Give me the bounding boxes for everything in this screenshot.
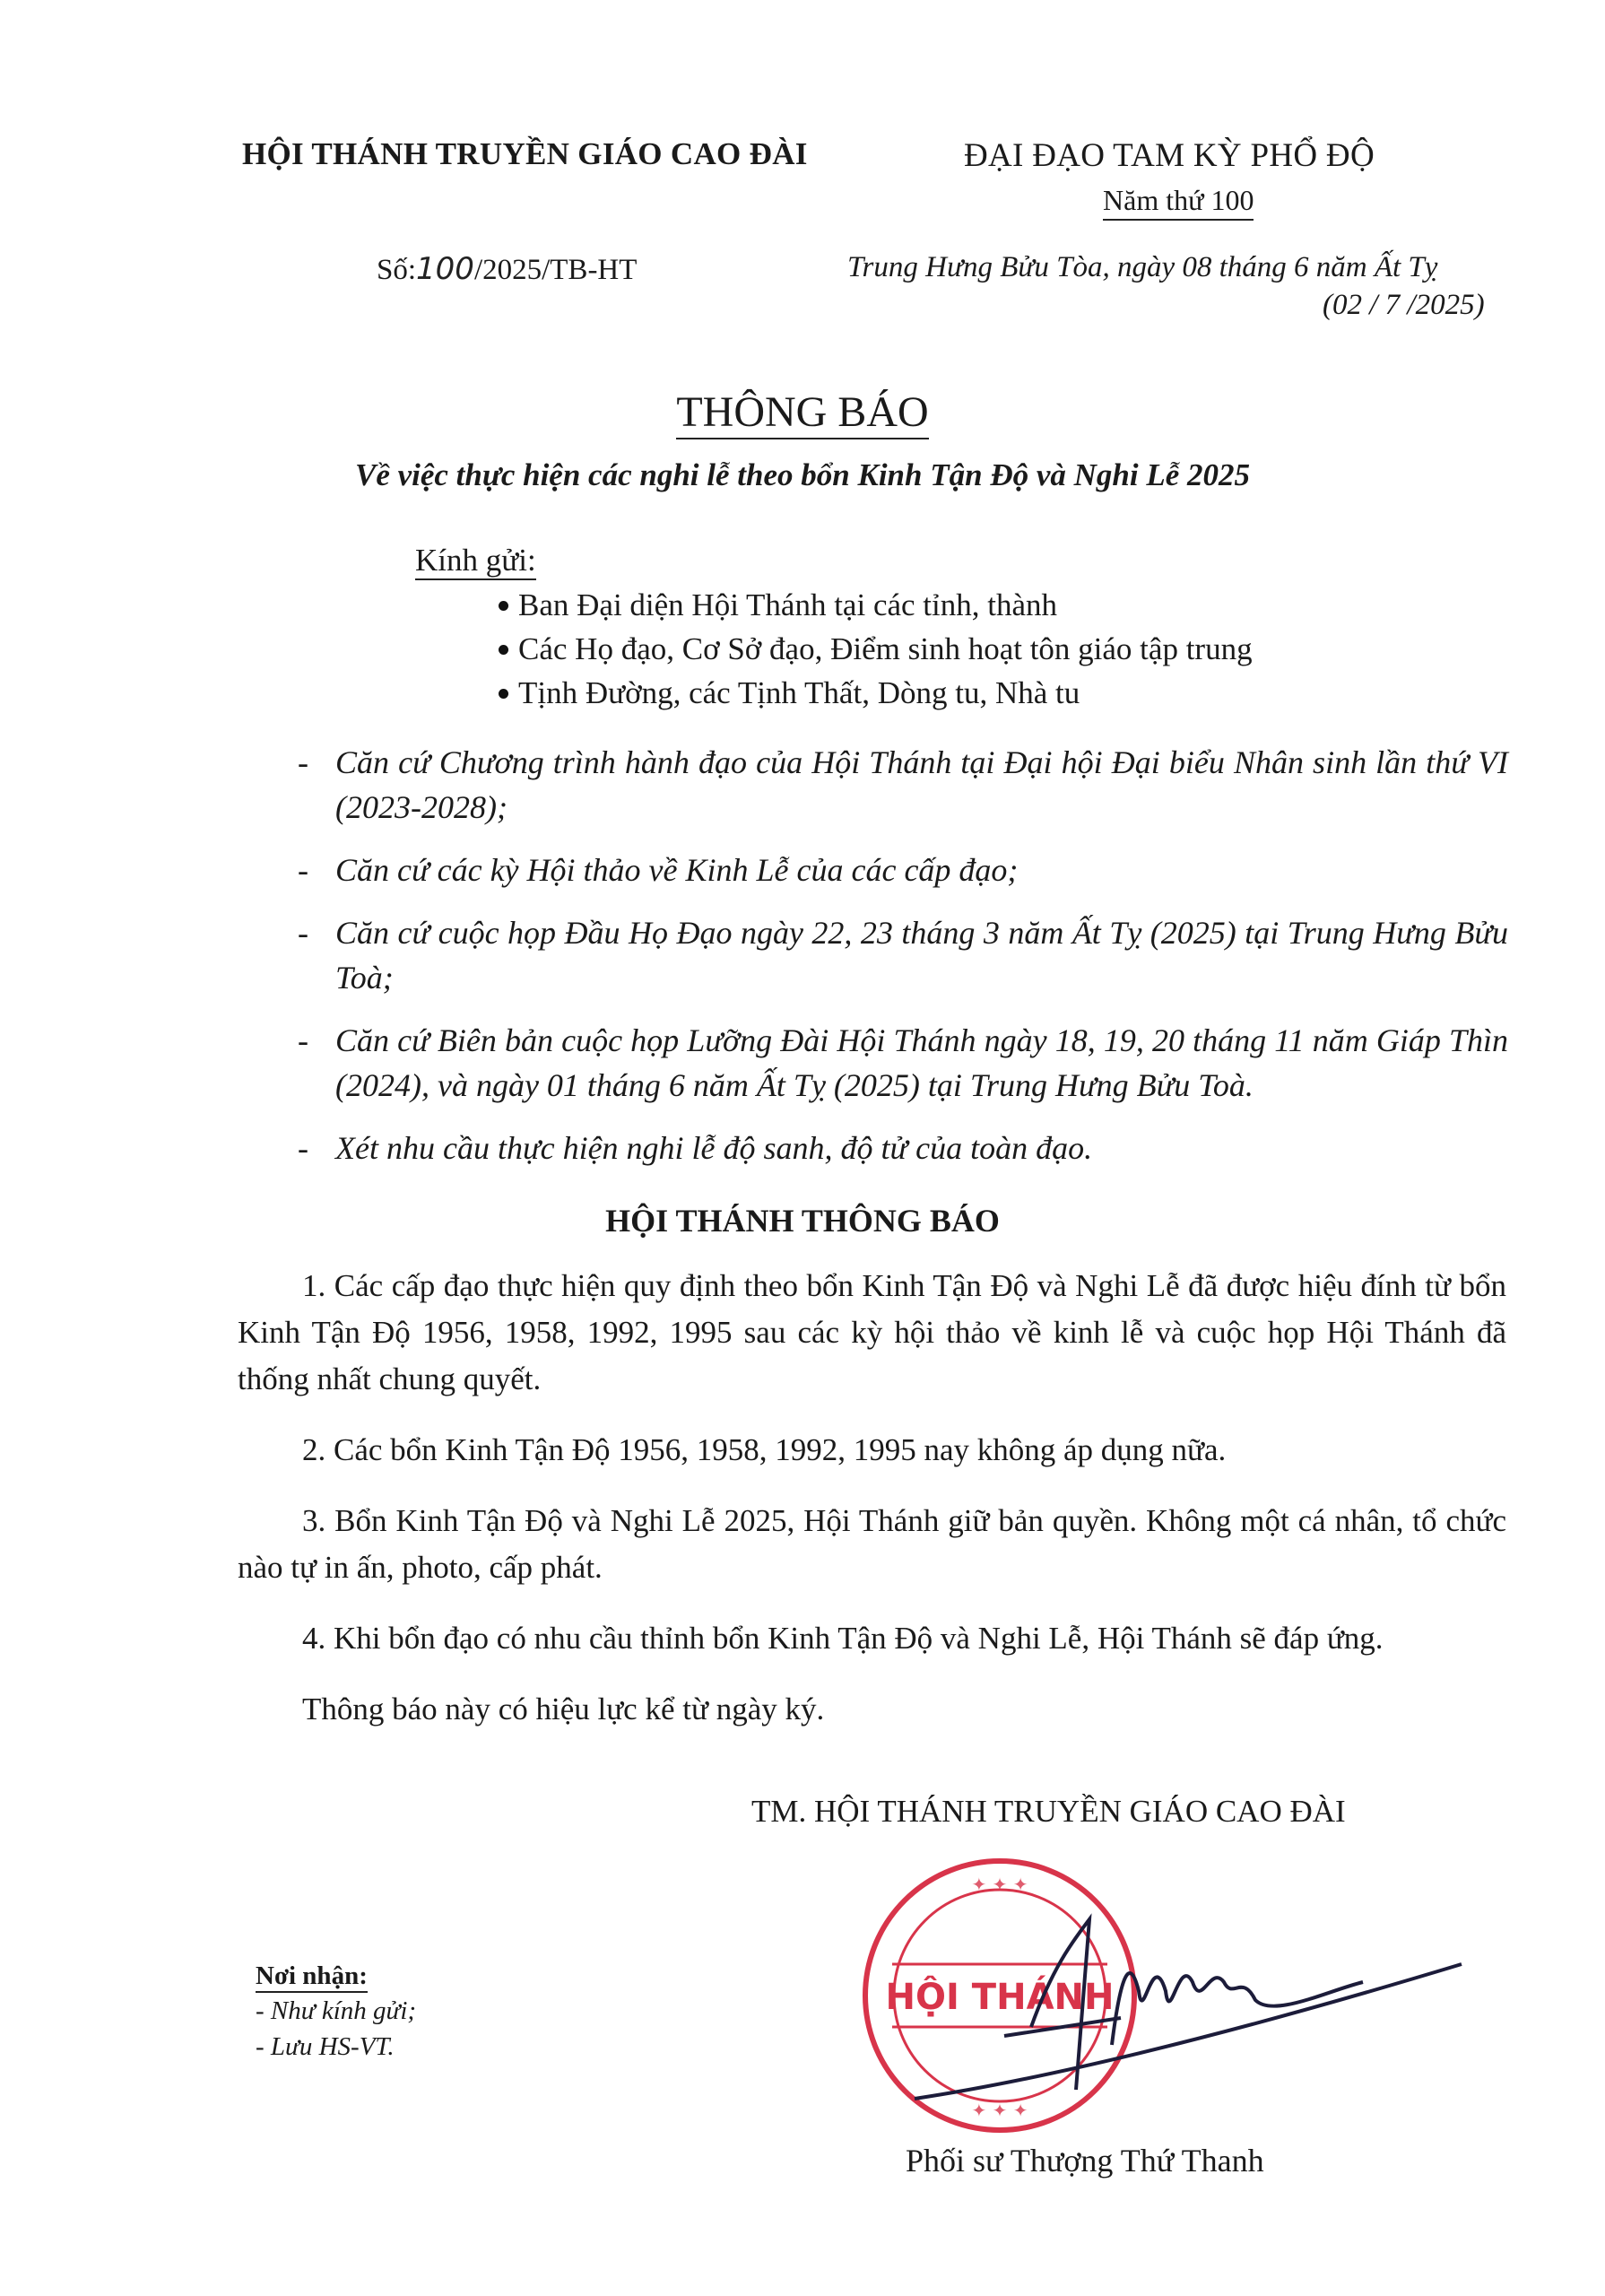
religion-name: ĐẠI ĐẠO TAM KỲ PHỔ ĐỘ: [964, 137, 1375, 174]
distribution-list: [256, 1961, 416, 2065]
bullet-icon: [499, 645, 508, 655]
body-paragraph: 3. Bổn Kinh Tận Độ và Nghi Lễ 2025, Hội Thánh giữ bản quyền. Không một cá nhân, tổ chức nào tự in ấn, photo, cấp phát.: [238, 1503, 1506, 1585]
religious-year: Năm thứ 100: [1103, 184, 1254, 221]
document-number-prefix: Số:: [377, 254, 417, 286]
distribution-item: - Như kính gửi;: [256, 1996, 417, 2025]
distribution-label: Nơi nhận:: [256, 1961, 368, 1993]
body-paragraph: 1. Các cấp đạo thực hiện quy định theo bổn Kinh Tận Độ và Nghi Lễ đã được hiệu đính từ bổn Kinh Tận Độ 1956, 1958, 1992, 1995 sau các kỳ hội thảo về kinh lễ và cuộc họp Hội Thánh đã thống nhất chung quyết.: [238, 1268, 1506, 1396]
issuer-organization: HỘI THÁNH TRUYỀN GIÁO CAO ĐÀI: [242, 136, 808, 171]
basis-item: - Xét nhu cầu thực hiện nghi lễ độ sanh, độ tử của toàn đạo.: [298, 1130, 1093, 1166]
place-date: Trung Hưng Bửu Tòa, ngày 08 tháng 6 năm Ất Tỵ: [847, 251, 1438, 283]
basis-item: - Căn cứ cuộc họp Đầu Họ Đạo ngày 22, 23 tháng 3 năm Ất Tỵ (2025) tại Trung Hưng Bửu Toà;: [298, 915, 1508, 996]
basis-item: - Căn cứ Chương trình hành đạo của Hội Thánh tại Đại hội Đại biểu Nhân sinh lần thứ VI (2023-2028);: [298, 744, 1508, 825]
signer-name: Phối sư Thượng Thứ Thanh: [906, 2143, 1264, 2179]
seal-text: HỘI THÁNH: [885, 1977, 1115, 2018]
recipient-item: Các Họ đạo, Cơ Sở đạo, Điểm sinh hoạt tôn giáo tập trung: [518, 627, 1253, 671]
body-paragraph: Thông báo này có hiệu lực kể từ ngày ký.: [302, 1692, 825, 1726]
handwritten-signature-icon: [897, 1883, 1471, 2152]
recipient-item: Tịnh Đường, các Tịnh Thất, Dòng tu, Nhà tu: [518, 671, 1253, 715]
svg-text:✦ ✦ ✦: ✦ ✦ ✦: [971, 2100, 1028, 2121]
recipients-list: [518, 583, 1253, 715]
document-subtitle: Về việc thực hiện các nghi lễ theo bổn Kinh Tận Độ và Nghi Lễ 2025: [354, 457, 1251, 492]
body-paragraph: 4. Khi bổn đạo có nhu cầu thỉnh bổn Kinh Tận Độ và Nghi Lễ, Hội Thánh sẽ đáp ứng.: [302, 1621, 1384, 1656]
announcement-body: [238, 1263, 1506, 1757]
recipient-item: Ban Đại diện Hội Thánh tại các tỉnh, thành: [518, 583, 1253, 627]
signature-organization: TM. HỘI THÁNH TRUYỀN GIÁO CAO ĐÀI: [751, 1794, 1346, 1829]
body-paragraph: 2. Các bổn Kinh Tận Độ 1956, 1958, 1992, 1995 nay không áp dụng nữa.: [302, 1432, 1227, 1467]
recipients-label: Kính gửi:: [415, 543, 536, 580]
section-heading: HỘI THÁNH THÔNG BÁO: [605, 1203, 1000, 1239]
document-number-handwritten: 100: [416, 251, 474, 287]
basis-item: - Căn cứ các kỳ Hội thảo về Kinh Lễ của các cấp đạo;: [298, 852, 1019, 888]
bullet-icon: [499, 601, 508, 611]
distribution-item: - Lưu HS-VT.: [256, 2032, 395, 2061]
gregorian-date: (02 / 7 /2025): [1323, 289, 1485, 321]
legal-basis-list: [298, 740, 1508, 1188]
document-number-suffix: /2025/TB-HT: [473, 254, 638, 286]
svg-text:✦ ✦ ✦: ✦ ✦ ✦: [971, 1874, 1028, 1895]
bullet-icon: [499, 689, 508, 699]
basis-item: - Căn cứ Biên bản cuộc họp Lưỡng Đài Hội Thánh ngày 18, 19, 20 tháng 11 năm Giáp Thìn (2024), và ngày 01 tháng 6 năm Ất Tỵ (2025) tại Trung Hưng Bửu Toà.: [298, 1022, 1508, 1103]
document-title: THÔNG BÁO: [0, 387, 1605, 437]
document-number: [377, 251, 637, 287]
